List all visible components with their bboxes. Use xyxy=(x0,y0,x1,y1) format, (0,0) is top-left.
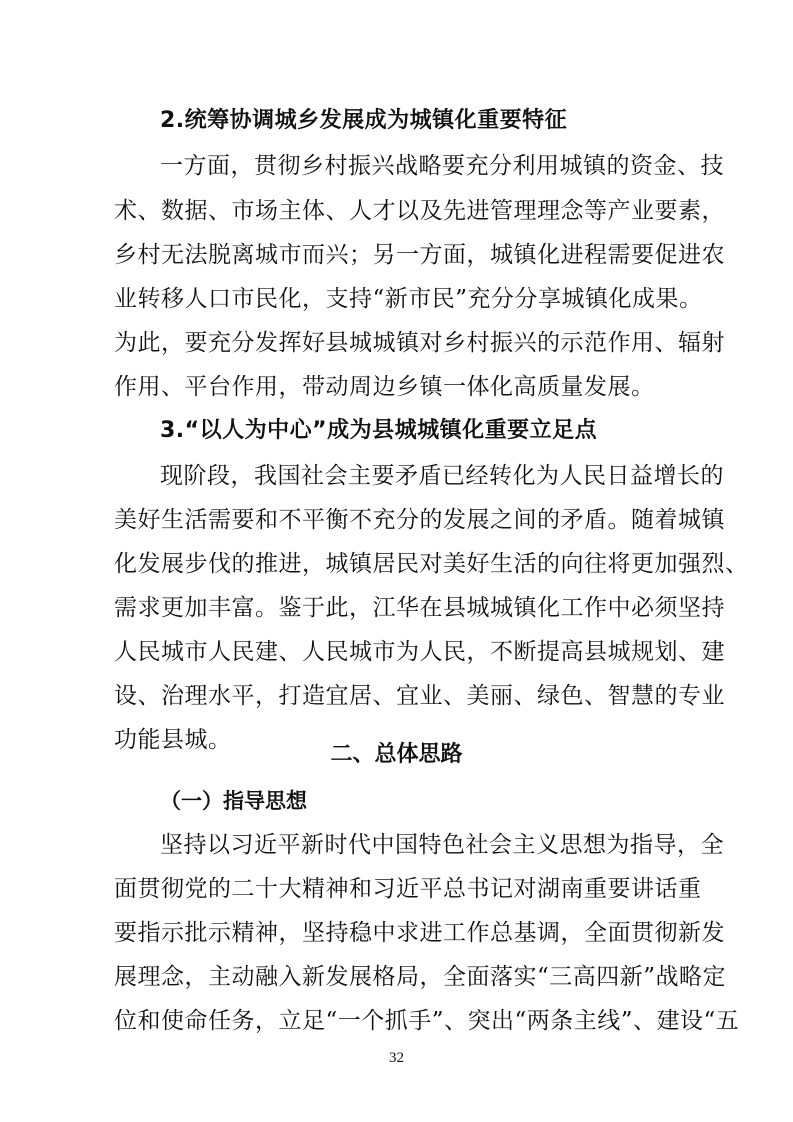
paragraph-line: 展理念，主动融入新发展格局，全面落实“三高四新”战略定 xyxy=(114,964,727,990)
paragraph-line: 为此，要充分发挥好县城城镇对乡村振兴的示范作用、辐射 xyxy=(114,330,725,356)
paragraph-line: 面贯彻党的二十大精神和习近平总书记对湖南重要讲话重 xyxy=(114,876,702,902)
paragraph-line: 设、治理水平，打造宜居、宜业、美丽、绿色、智慧的专业 xyxy=(114,683,725,709)
paragraph-line: 现阶段，我国社会主要矛盾已经转化为人民日益增长的 xyxy=(160,463,724,489)
paragraph-line: 坚持以习近平新时代中国特色社会主义思想为指导，全 xyxy=(160,832,724,858)
section-heading-2: 2.统筹协调城乡发展成为城镇化重要特征 xyxy=(160,108,568,133)
paragraph-line: 要指示批示精神，坚持稳中求进工作总基调，全面贯彻新发 xyxy=(114,920,725,946)
paragraph-line: 需求更加丰富。鉴于此，江华在县城城镇化工作中必须坚持 xyxy=(114,595,725,621)
subsection-title: （一）指导思想 xyxy=(160,789,307,813)
paragraph-line: 美好生活需要和不平衡不充分的发展之间的矛盾。随着城镇 xyxy=(114,507,725,533)
part-title: 二、总体思路 xyxy=(330,742,463,767)
paragraph-line: 乡村无法脱离城市而兴；另一方面，城镇化进程需要促进农 xyxy=(114,242,725,268)
paragraph-line: 化发展步伐的推进，城镇居民对美好生活的向往将更加强烈、 xyxy=(114,551,749,577)
paragraph-line: 人民城市人民建、人民城市为人民，不断提高县城规划、建 xyxy=(114,639,725,665)
paragraph-line: 术、数据、市场主体、人才以及先进管理理念等产业要素， xyxy=(114,198,725,224)
page-number: 32 xyxy=(389,1050,404,1066)
paragraph-line: 一方面，贯彻乡村振兴战略要充分利用城镇的资金、技 xyxy=(160,153,724,179)
paragraph-line: 作用、平台作用，带动周边乡镇一体化高质量发展。 xyxy=(114,374,655,400)
section-heading-3: 3.“以人为中心”成为县城城镇化重要立足点 xyxy=(160,418,598,443)
paragraph-line: 位和使命任务，立足“一个抓手”、突出“两条主线”、建设“五 xyxy=(114,1008,740,1034)
paragraph-line: 业转移人口市民化，支持“新市民”充分分享城镇化成果。 xyxy=(114,286,703,312)
paragraph-line: 功能县城。 xyxy=(114,727,232,753)
